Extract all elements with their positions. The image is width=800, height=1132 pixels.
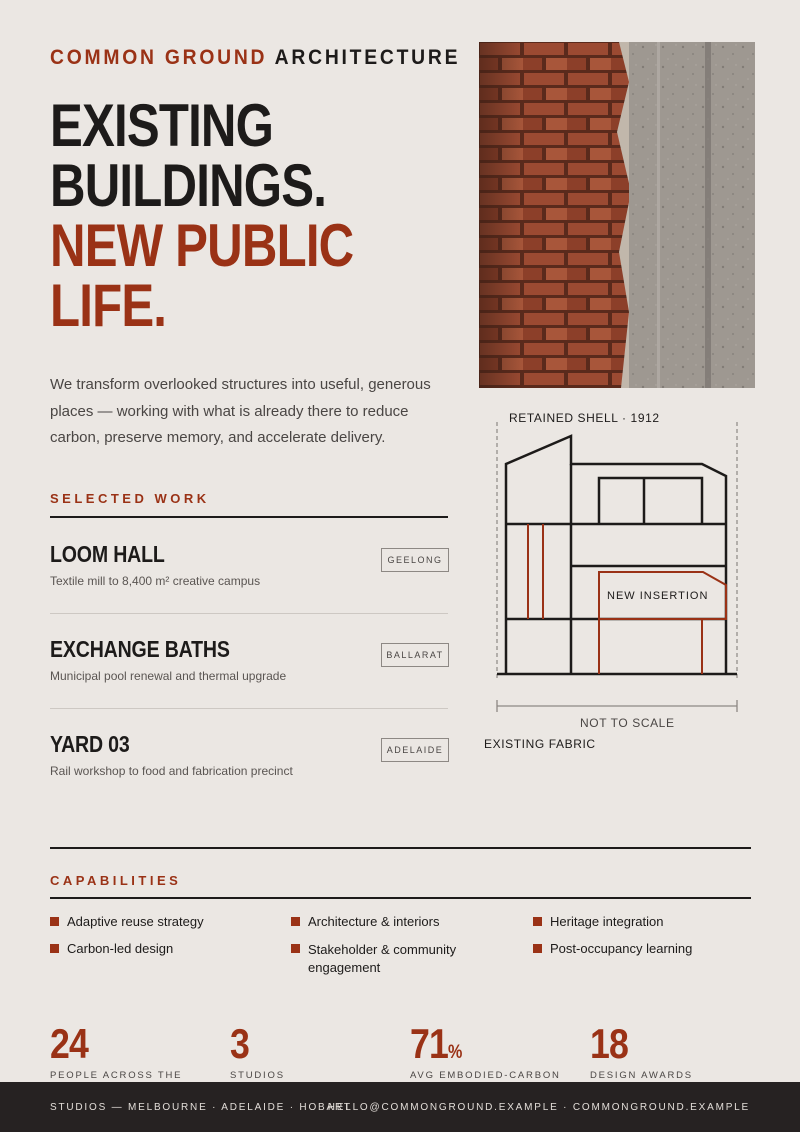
stat-label: AVG EMBODIED-CARBON [410, 1070, 561, 1081]
brand-secondary: ARCHITECTURE [274, 46, 461, 69]
capability-item: Post-occupancy learning [533, 941, 753, 956]
divider [50, 708, 448, 709]
work-item-exchange-baths[interactable] [50, 636, 448, 696]
new-insertion-label: NEW INSERTION [607, 590, 709, 602]
stat-label: DESIGN AWARDS [590, 1070, 693, 1081]
work-desc: Rail workshop to food and fabrication precinct [50, 764, 293, 778]
hero-line-4: LIFE. [50, 272, 167, 339]
material-photo [479, 42, 755, 388]
capabilities-top-rule [50, 847, 751, 849]
bullet-square-icon [50, 917, 59, 926]
capabilities-rule [50, 897, 751, 899]
footer-bar [0, 1082, 800, 1132]
hero-line-1: EXISTING [50, 92, 274, 159]
stat-studios [230, 1020, 285, 1081]
location-tag: BALLARAT [381, 643, 449, 667]
location-tag: GEELONG [381, 548, 449, 572]
hero-line-3: NEW PUBLIC [50, 212, 354, 279]
divider [50, 613, 448, 614]
hero-line-2: BUILDINGS. [50, 152, 327, 219]
diagram-top-label: RETAINED SHELL · 1912 [509, 411, 660, 425]
bullet-square-icon [533, 944, 542, 953]
work-desc: Municipal pool renewal and thermal upgrade [50, 669, 287, 683]
capabilities-label: CAPABILITIES [50, 873, 182, 888]
capability-item: Architecture & interiors [291, 914, 511, 929]
brick-concrete-image [479, 42, 755, 388]
stat-awards [590, 1020, 693, 1081]
work-title: EXCHANGE BATHS [50, 636, 230, 662]
work-title: YARD 03 [50, 731, 130, 757]
selected-work-rule [50, 516, 448, 518]
bullet-square-icon [291, 944, 300, 953]
work-title: LOOM HALL [50, 541, 165, 567]
stat-value: 71% [410, 1020, 462, 1067]
work-item-loom-hall[interactable] [50, 541, 448, 601]
work-desc: Textile mill to 8,400 m² creative campus [50, 574, 261, 588]
stat-people [50, 1020, 182, 1081]
bullet-square-icon [533, 917, 542, 926]
bullet-square-icon [291, 917, 300, 926]
capability-item: Carbon-led design [50, 941, 280, 956]
section-diagram [480, 420, 755, 720]
capability-item: Adaptive reuse strategy [50, 914, 280, 929]
stat-value: 24 [50, 1020, 89, 1067]
selected-work-label: SELECTED WORK [50, 491, 210, 506]
bullet-square-icon [50, 944, 59, 953]
scale-label: NOT TO SCALE [580, 716, 675, 730]
brand-wordmark [50, 46, 460, 70]
hero-headline [50, 92, 354, 339]
brand-primary: COMMON GROUND [50, 46, 268, 69]
stat-label: STUDIOS [230, 1070, 285, 1081]
footer-contact-link[interactable]: HELLO@COMMONGROUND.EXAMPLE · COMMONGROUND.EXAMPLE [327, 1102, 750, 1113]
stat-carbon [410, 1020, 561, 1081]
stat-label: PEOPLE ACROSS THE [50, 1070, 183, 1081]
existing-fabric-label: EXISTING FABRIC [484, 737, 596, 751]
capability-item: Stakeholder & community engagement [291, 941, 481, 977]
stat-value: 3 [230, 1020, 250, 1067]
stat-value: 18 [590, 1020, 629, 1067]
location-tag: ADELAIDE [381, 738, 449, 762]
capability-item: Heritage integration [533, 914, 753, 929]
intro-paragraph: We transform overlooked structures into useful, generous places — working with what is already there to reduce carbon, preserve memory, and accelerate delivery. [50, 376, 431, 446]
footer-studios: STUDIOS — MELBOURNE · ADELAIDE · HOBART [50, 1102, 352, 1113]
work-item-yard-03[interactable] [50, 731, 448, 791]
